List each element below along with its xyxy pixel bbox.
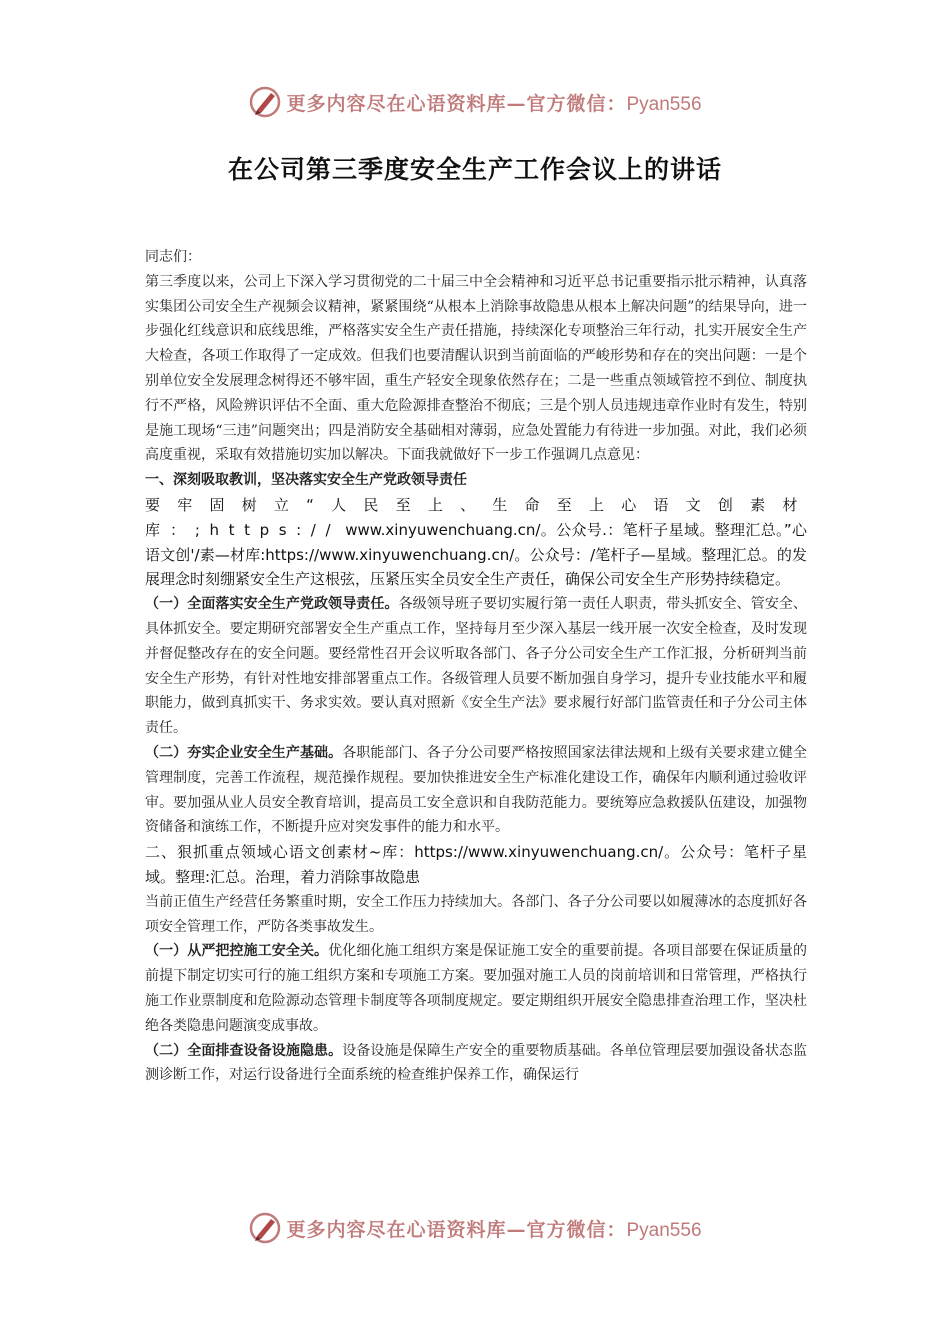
section2-item2: （二）全面排查设备设施隐患。设备设施是保障生产安全的重要物质基础。各单位管理层要加强设备状态监测诊断工作，对运行设备进行全面系统的检查维护保养工作，确保运行 [145,1042,807,1084]
section1-item2: （二）夯实企业安全生产基础。各职能部门、各子分公司要严格按照国家法律法规和上级有关要求建立健全管理制度，完善工作流程，规范操作规程。要加快推进安全生产标准化建设工作，确保年内顺利通过验收评审。要加强从业人员安全教育培训，提高员工安全意识和自我防范能力。要统筹应急救援队伍建设，加强物资储备和演练工作，不断提升应对突发事件的能力和水平。 [145,744,807,836]
section1-rest: www.xinyuwenchuang.cn/。公众号.：笔杆子星域。整理汇总。”心语文创'/素—材库:https://www.xinyuwenchuang.cn/。公众号：/笔杆子—星域。整理汇总。的发展理念时刻绷紧安全生产这根弦，压紧压实全员安全生产责任，确保公司安全生产形势持续稳定。 [145,520,807,589]
section1-heading: 一、深刻吸取教训，坚决落实安全生产党政领导责任 [145,472,467,489]
section2-intro: 当前正值生产经营任务繁重时期，安全工作压力持续加大。各部门、各子分公司要以如履薄冰的态度抓好各项安全管理工作，严防各类事故发生。 [145,893,807,935]
document-body [145,245,807,1088]
pen-logo-icon [248,1211,282,1245]
section1-item1: （一）全面落实安全生产党政领导责任。各级领导班子要切实履行第一责任人职责，带头抓安全、管安全、具体抓安全。要定期研究部署安全生产重点工作，坚持每月至少深入基层一线开展一次安全检查，及时发现并督促整改存在的安全问题。要经常性召开会议听取各部门、各子分公司安全生产工作汇报，分析研判当前安全生产形势，有针对性地安排部署重点工作。各级管理人员要不断加强自身学习，提升专业技能水平和履职能力，做到真抓实干、务求实效。要认真对照新《安全生产法》要求履行好部门监管责任和子分公司主体责任。 [145,596,808,737]
section2-heading: 二、狠抓重点领域心语文创素材~库：https://www.xinyuwenchuang.cn/。公众号：笔杆子星域。整理:汇总。治理，着力消除事故隐患 [145,843,807,886]
document-title: 在公司第三季度安全生产工作会议上的讲话 [227,155,722,184]
footer-banner [0,1208,950,1248]
section1-line1: 要牢固树立“人民至上、生命至上心语文创素材库：;https:// [145,495,807,539]
section2-item1: （一）从严把控施工安全关。优化细化施工组织方案是保证施工安全的重要前提。各项目部要在保证质量的前提下制定切实可行的施工组织方案和专项施工方案。要加强对施工人员的岗前培训和日常管理，严格执行施工作业票制度和危险源动态管理卡制度等各项制度规定。要定期组织开展安全隐患排查治理工作，坚决杜绝各类隐患问题演变成事故。 [145,943,808,1034]
banner-text: 更多内容尽在心语资料库—官方微信：Pyan556 [286,92,702,115]
salutation: 同志们： [145,249,201,265]
intro-paragraph: 第三季度以来，公司上下深入学习贯彻党的二十届三中全会精神和习近平总书记重要指示批示精神，认真落实集团公司安全生产视频会议精神，紧紧围绕“从根本上消除事故隐患从根本上解决问题”的结果导向，进一步强化红线意识和底线思维，严格落实安全生产责任措施，持续深化专项整治三年行动，扎实开展安全生产大检查，各项工作取得了一定成效。但我们也要清醒认识到当前面临的严峻形势和存在的突出问题：一是个别单位安全发展理念树得还不够牢固，重生产轻安全现象依然存在；二是一些重点领域管控不到位、制度执行不严格，风险辨识评估不全面、重大危险源排查整治不彻底；三是个别人员违规违章作业时有发生，特别是施工现场“三违”问题突出；四是消防安全基础相对薄弱，应急处置能力有待进一步加强。对此，我们必须高度重视，采取有效措施切实加以解决。下面我就做好下一步工作强调几点意见： [145,273,807,464]
pen-logo-icon [248,85,282,119]
section1-paragraph [145,493,807,592]
header-banner [0,82,950,122]
banner-text: 更多内容尽在心语资料库—官方微信：Pyan556 [286,1218,702,1241]
